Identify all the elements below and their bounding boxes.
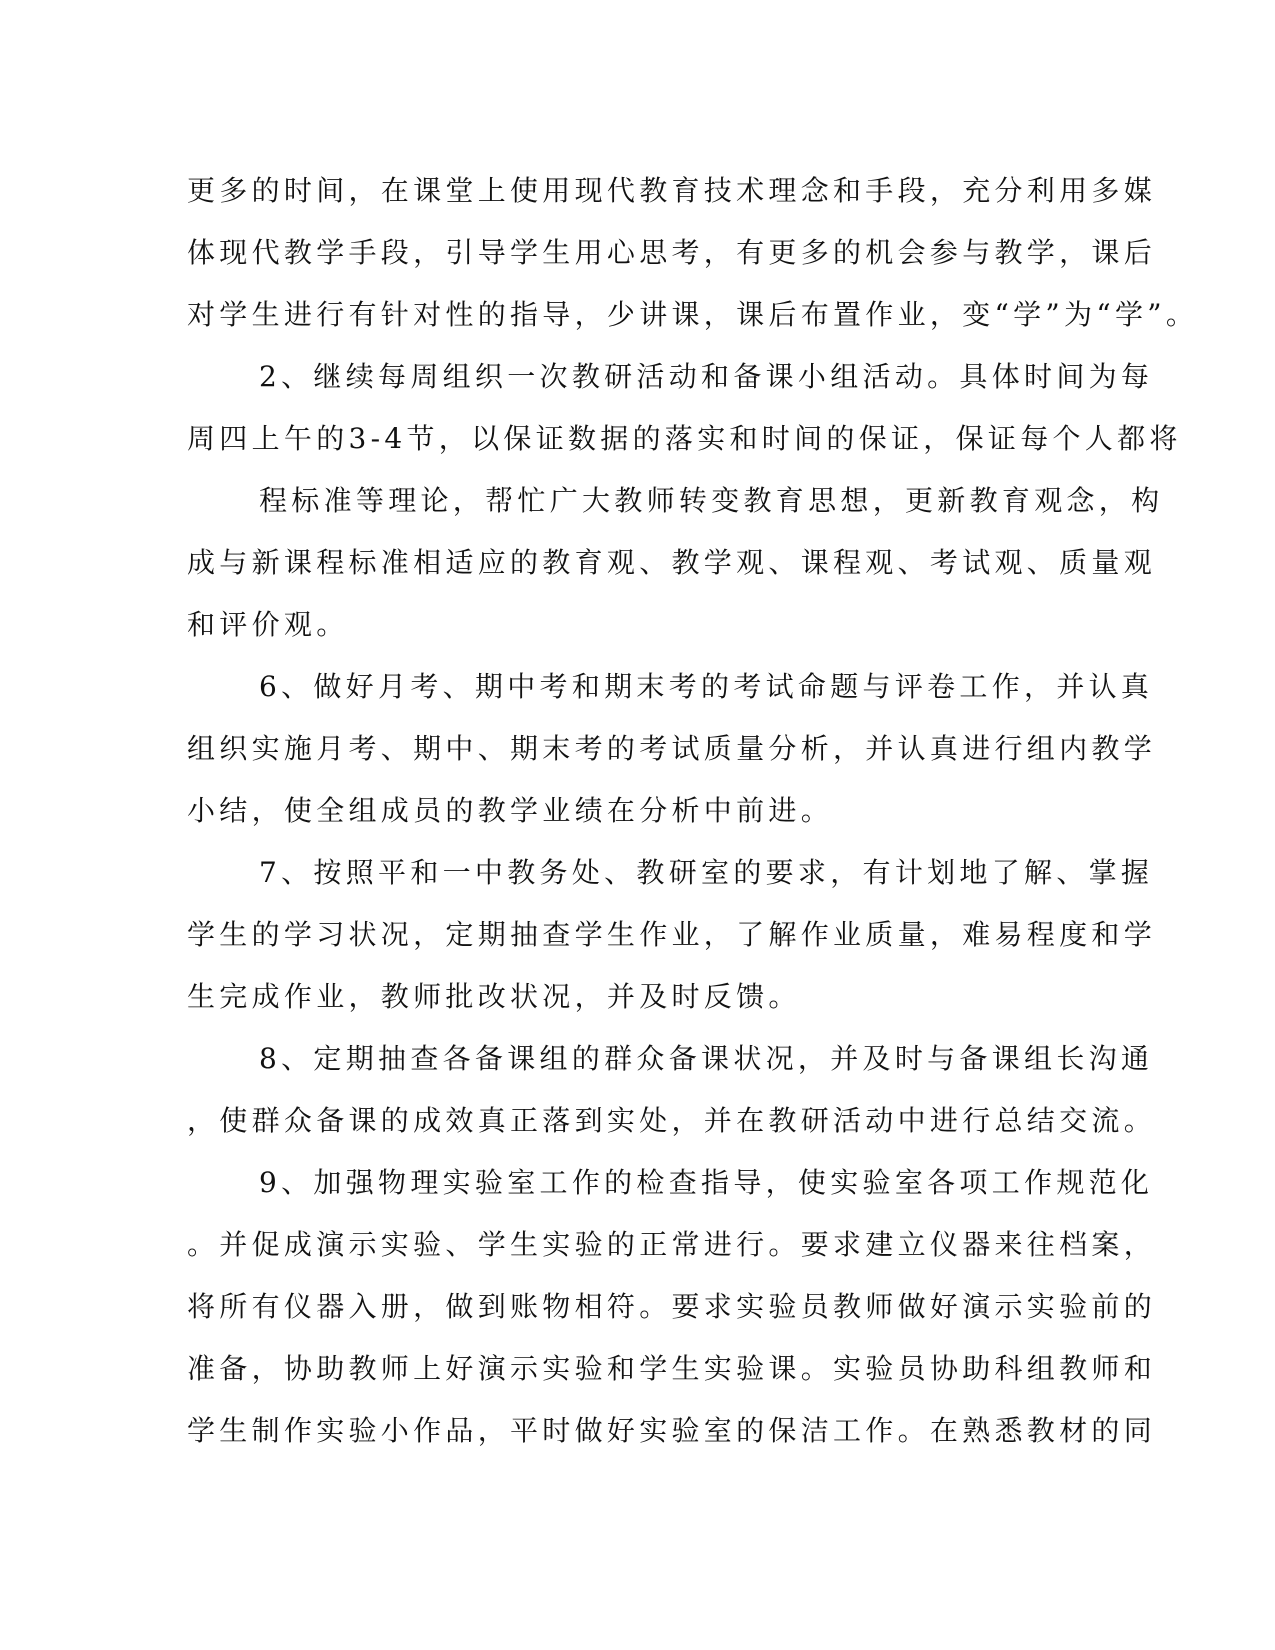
text-line: 小结，使全组成员的教学业绩在分析中前进。 bbox=[187, 794, 834, 827]
text-line: 更多的时间，在课堂上使用现代教育技术理念和手段，充分利用多媒 bbox=[187, 174, 1157, 207]
text-line: 体现代教学手段，引导学生用心思考，有更多的机会参与教学，课后 bbox=[187, 236, 1157, 269]
text-line: 将所有仪器入册，做到账物相符。要求实验员教师做好演示实验前的 bbox=[187, 1290, 1157, 1323]
text-line: ，使群众备课的成效真正落到实处，并在教研活动中进行总结交流。 bbox=[187, 1104, 1157, 1137]
text-line: 9、加强物理实验室工作的检查指导，使实验室各项工作规范化 bbox=[259, 1166, 1154, 1199]
text-line: 6、做好月考、期中考和期末考的考试命题与评卷工作，并认真 bbox=[259, 670, 1154, 703]
text-line: 成与新课程标准相适应的教育观、教学观、课程观、考试观、质量观 bbox=[187, 546, 1157, 579]
text-line: 。并促成演示实验、学生实验的正常进行。要求建立仪器来往档案， bbox=[187, 1228, 1157, 1261]
text-line: 和评价观。 bbox=[187, 608, 349, 641]
text-line: 7、按照平和一中教务处、教研室的要求，有计划地了解、掌握 bbox=[259, 856, 1154, 889]
text-line: 学生制作实验小作品，平时做好实验室的保洁工作。在熟悉教材的同 bbox=[187, 1414, 1157, 1447]
text-line: 2、继续每周组织一次教研活动和备课小组活动。具体时间为每 bbox=[259, 360, 1154, 393]
text-line: 生完成作业，教师批改状况，并及时反馈。 bbox=[187, 980, 801, 1013]
text-line: 8、定期抽查各备课组的群众备课状况，并及时与备课组长沟通 bbox=[259, 1042, 1154, 1075]
text-line: 准备，协助教师上好演示实验和学生实验课。实验员协助科组教师和 bbox=[187, 1352, 1157, 1385]
text-line: 学生的学习状况，定期抽查学生作业，了解作业质量，难易程度和学 bbox=[187, 918, 1157, 951]
text-line: 组织实施月考、期中、期末考的考试质量分析，并认真进行组内教学 bbox=[187, 732, 1157, 765]
text-line: 程标准等理论，帮忙广大教师转变教育思想，更新教育观念，构 bbox=[259, 484, 1164, 517]
text-line: 对学生进行有针对性的指导，少讲课，课后布置作业，变“学”为“学”。 bbox=[187, 298, 1199, 331]
text-line: 周四上午的3-4节，以保证数据的落实和时间的保证，保证每个人都将 bbox=[187, 422, 1182, 455]
body-text bbox=[187, 160, 1199, 1462]
